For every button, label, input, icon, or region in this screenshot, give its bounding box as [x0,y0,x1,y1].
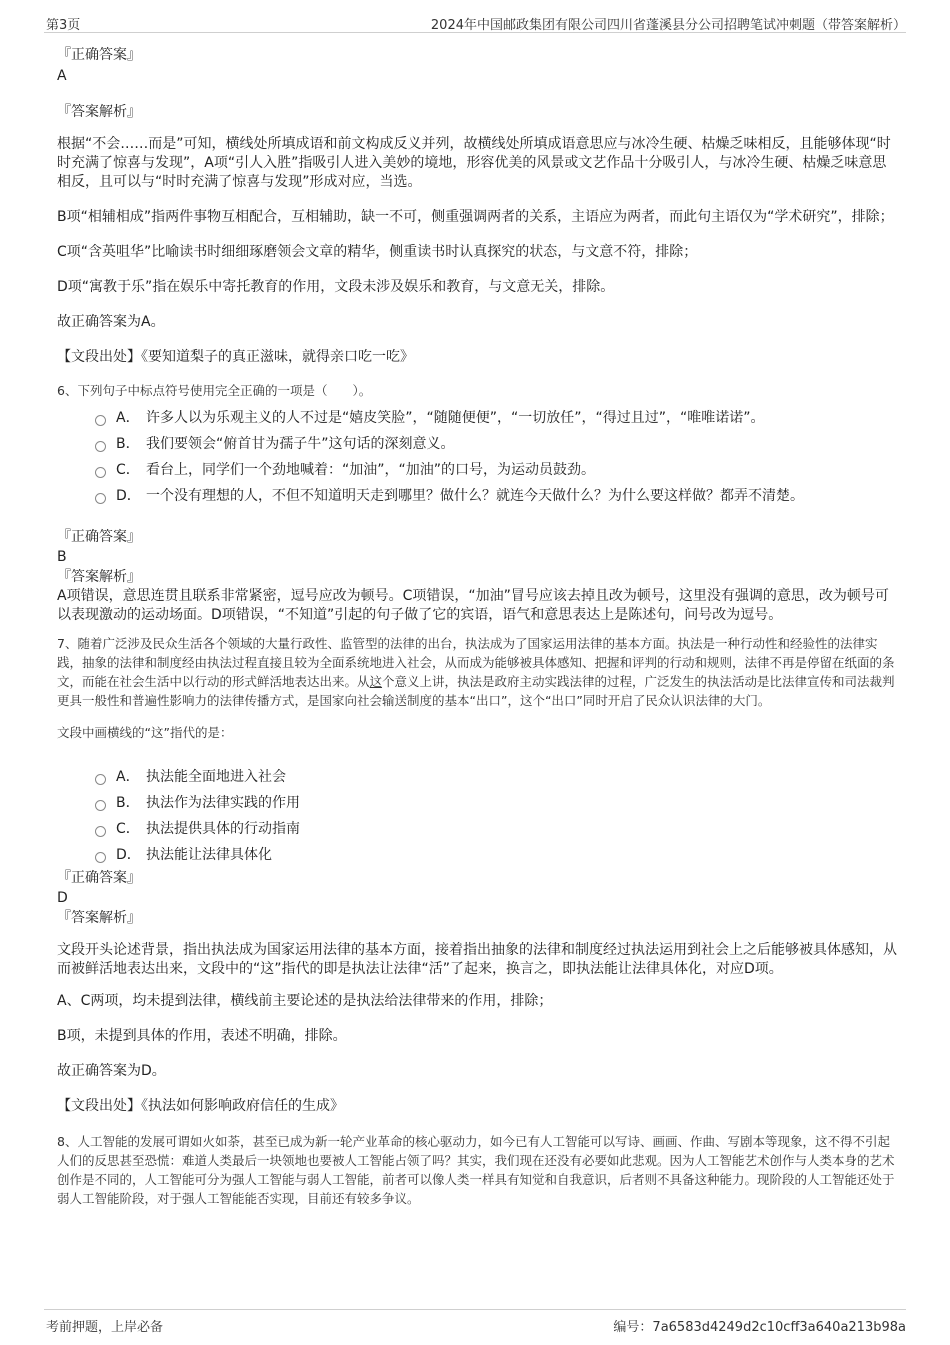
underlined-word: 这 [369,674,383,689]
option-b[interactable]: B． 执法作为法律实践的作用 [95,789,897,815]
passage-source: 【文段出处】《要知道梨子的真正滋味，就得亲口吃一吃》 [57,349,414,365]
radio-icon[interactable] [95,467,106,478]
radio-icon[interactable] [95,826,106,837]
question-passage: 8、人工智能的发展可谓如火如荼，甚至已成为新一轮产业革命的核心驱动力，如今已有人工智能可以写诗、画画、作曲、写剧本等现象，这不得不引起人们的反思甚至恐慌：难道人类最后一块领地也要被人工智能占领了吗？其实，我们现在还没有必要如此悲观。因为人工智能艺术创作与人类本身的艺术创作是不同的，人工智能可分为强人工智能与弱人工智能，前者可以像人类一样具有知觉和自我意识，后者则不具备这种能力。现阶段的人工智能还处于弱人工智能阶段，对于强人工智能能否实现，目前还有较多争议。 [57,1134,895,1206]
radio-icon[interactable] [95,441,106,452]
page-header [44,10,906,33]
radio-icon[interactable] [95,493,106,504]
radio-icon[interactable] [95,800,106,811]
answer-label: 『正确答案』 [57,47,141,63]
page-number: 第3页 [46,18,81,33]
analysis-conclusion: 故正确答案为D。 [57,1063,166,1079]
footer-slogan: 考前押题，上岸必备 [46,1320,164,1335]
analysis-paragraph: B项，未提到具体的作用，表述不明确，排除。 [57,1028,347,1044]
question-stem: 文段中画横线的“这”指代的是： [57,725,233,740]
document-title: 2024年中国邮政集团有限公司四川省蓬溪县分公司招聘笔试冲刺题（带答案解析） [430,18,906,33]
analysis-paragraph: 文段开头论述背景，指出执法成为国家运用法律的基本方面，接着指出抽象的法律和制度经过执法运用到社会上之后能够被具体感知，从而被鲜活地表达出来，文段中的“这”指代的即是执法让法律“活”了起来，换言之，即执法能让法律具体化，对应D项。 [57,942,897,977]
option-c[interactable]: C． 看台上，同学们一个劲地喊着：“加油”，“加油”的口号，为运动员鼓劲。 [95,456,897,482]
radio-icon[interactable] [95,852,106,863]
option-b[interactable]: B． 我们要领会“俯首甘为孺子牛”这句话的深刻意义。 [95,430,897,456]
option-c[interactable]: C． 执法提供具体的行动指南 [95,815,897,841]
page-footer [44,1309,906,1336]
analysis-paragraph: A、C两项，均未提到法律，横线前主要论述的是执法给法律带来的作用，排除； [57,993,553,1009]
answer-label: 『正确答案』 [57,529,141,545]
answer-value: B [57,549,67,565]
analysis-label: 『答案解析』 [57,104,141,120]
question-passage: 7、随着广泛涉及民众生活各个领域的大量行政性、监管型的法律的出台，执法成为了国家运用法律的基本方面。执法是一种行动性和经验性的法律实践，抽象的法律和制度经由执法过程直接且较为全面系统地进入社会，从而成为能够被具体感知、把握和评判的行动和规则，法律不再是停留在纸面的条文，而能在社会生活中以行动的形式鲜活地表达出来。从这个意义上讲，执法是政府主动实践法律的过程，广泛发生的执法活动是比法律宣传和司法裁判更具一般性和普遍性影响力的法律传播方式，是国家向社会输送制度的基本“出口”，这个“出口”同时开启了民众认识法律的大门。 [57,636,895,708]
radio-icon[interactable] [95,415,106,426]
radio-icon[interactable] [95,774,106,785]
analysis-label: 『答案解析』 [57,910,141,926]
analysis-paragraph: A项错误，意思连贯且联系非常紧密，逗号应改为顿号。C项错误，“加油”冒号应该去掉且改为顿号，这里没有强调的意思，改为顿号可以表现激动的运动场面。D项错误，“不知道”引起的句子做了它的宾语，语气和意思表达上是陈述句，问号改为逗号。 [57,588,889,623]
analysis-paragraph: B项“相辅相成”指两件事物互相配合，互相辅助，缺一不可，侧重强调两者的关系，主语应为两者，而此句主语仅为“学术研究”，排除； [57,209,894,225]
option-d[interactable]: D． 执法能让法律具体化 [95,841,897,867]
option-d[interactable]: D． 一个没有理想的人，不但不知道明天走到哪里？做什么？就连今天做什么？为什么要这样做？都弄不清楚。 [95,482,897,508]
option-a[interactable]: A． 执法能全面地进入社会 [95,763,897,789]
option-list [57,404,897,508]
passage-source: 【文段出处】《执法如何影响政府信任的生成》 [57,1098,344,1114]
analysis-label: 『答案解析』 [57,569,141,585]
analysis-paragraph: C项“含英咀华”比喻读书时细细琢磨领会文章的精华，侧重读书时认真探究的状态，与文意不符，排除； [57,244,698,260]
option-a[interactable]: A． 许多人以为乐观主义的人不过是“嬉皮笑脸”，“随随便便”，“一切放任”，“得过且过”，“唯唯诺诺”。 [95,404,897,430]
answer-value: A [57,68,67,84]
option-list [57,763,897,867]
document-code: 编号：7a6583d4249d2c10cff3a640a213b98a [613,1320,906,1335]
analysis-conclusion: 故正确答案为A。 [57,314,165,330]
answer-value: D [57,890,68,906]
answer-label: 『正确答案』 [57,870,141,886]
page-content [57,46,897,1208]
analysis-paragraph: D项“寓教于乐”指在娱乐中寄托教育的作用，文段未涉及娱乐和教育，与文意无关，排除。 [57,279,615,295]
question-stem: 6、下列句子中标点符号使用完全正确的一项是（ ）。 [57,383,372,398]
analysis-paragraph: 根据“不会……而是”可知，横线处所填成语和前文构成反义并列，故横线处所填成语意思应与冰冷生硬、枯燥乏味相反，且能够体现“时时充满了惊喜与发现”，A项“引人入胜”指吸引人进入美妙的境地，形容优美的风景或文艺作品十分吸引人，与冰冷生硬、枯燥乏味意思相反，且可以与“时时充满了惊喜与发现”形成对应，当选。 [57,136,891,190]
